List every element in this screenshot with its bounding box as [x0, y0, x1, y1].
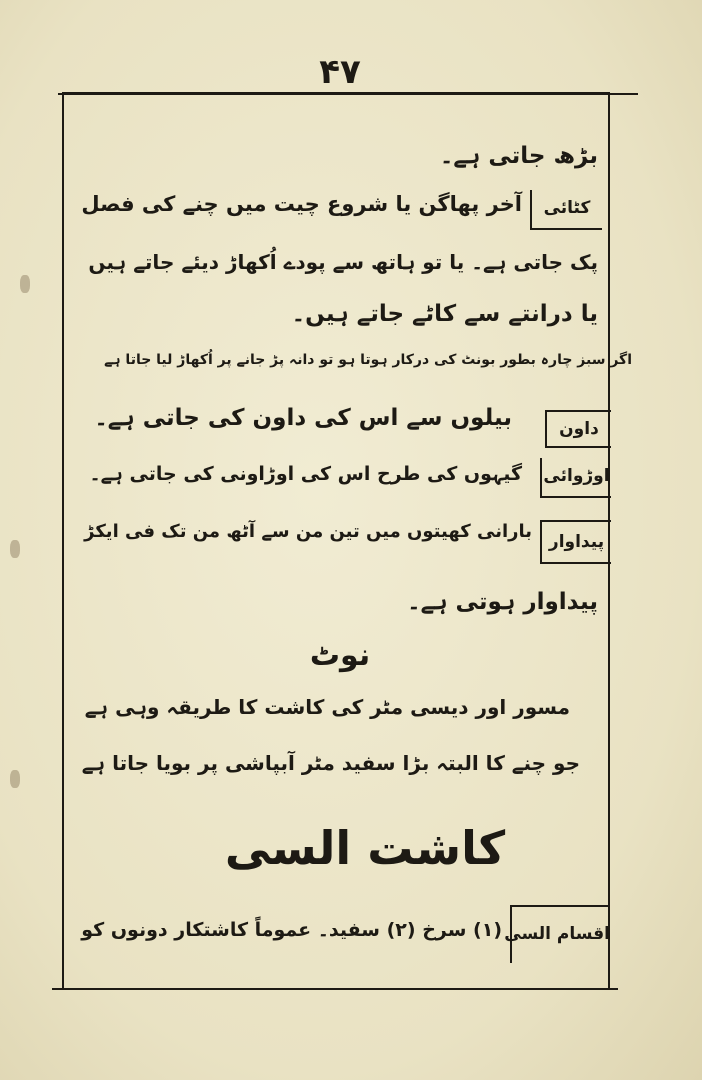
text-line-3: پک جاتی ہے۔ یا تو ہاتھ سے پودے اُکھاڑ دیئے جاتے ہیں — [88, 250, 598, 274]
label-daon: داون — [545, 410, 611, 448]
binding-hole — [20, 275, 30, 293]
text-line-1: بڑھ جاتی ہے۔ — [439, 143, 598, 169]
text-line-7: گیہوں کی طرح اس کی اوڑاونی کی جاتی ہے۔ — [89, 463, 522, 485]
note-line-2: جو چنے کا البتہ بڑا سفید مٹر آبپاشی پر بویا جاتا ہے — [81, 751, 580, 775]
binding-hole — [10, 540, 20, 558]
section-title: کاشت السی — [224, 821, 506, 875]
text-line-12: (۱) سرخ (۲) سفید۔ عموماً کاشتکار دونوں کو — [81, 919, 502, 941]
note-heading: نوٹ — [309, 638, 371, 673]
note-line-1: مسور اور دیسی مٹر کی کاشت کا طریقہ وہی ہے — [84, 695, 570, 719]
label-orawai: اوڑوائی — [540, 458, 611, 498]
text-line-4: یا درانتے سے کاٹے جاتے ہیں۔ — [291, 301, 598, 327]
label-katai: کٹائی — [530, 190, 602, 230]
label-aqsam: اقسام السی — [510, 905, 610, 963]
frame-bottom-rule — [52, 988, 618, 990]
binding-hole — [10, 770, 20, 788]
page-number: ۴۷ — [319, 52, 361, 92]
text-line-5: اگر سبز چارہ بطور بونٹ کی درکار ہوتا ہو تو دانہ پڑ جانے پر اُکھاڑ لیا جاتا ہے — [104, 352, 632, 368]
text-line-8: بارانی کھیتوں میں تین من سے آٹھ من تک فی ایکڑ — [84, 521, 532, 542]
text-line-9: پیداوار ہوتی ہے۔ — [407, 589, 598, 615]
text-line-6: بیلوں سے اس کی داون کی جاتی ہے۔ — [94, 405, 512, 431]
label-paidawar: پیداوار — [540, 520, 611, 564]
text-line-2: آخر پھاگن یا شروع چیت میں چنے کی فصل — [81, 192, 522, 216]
